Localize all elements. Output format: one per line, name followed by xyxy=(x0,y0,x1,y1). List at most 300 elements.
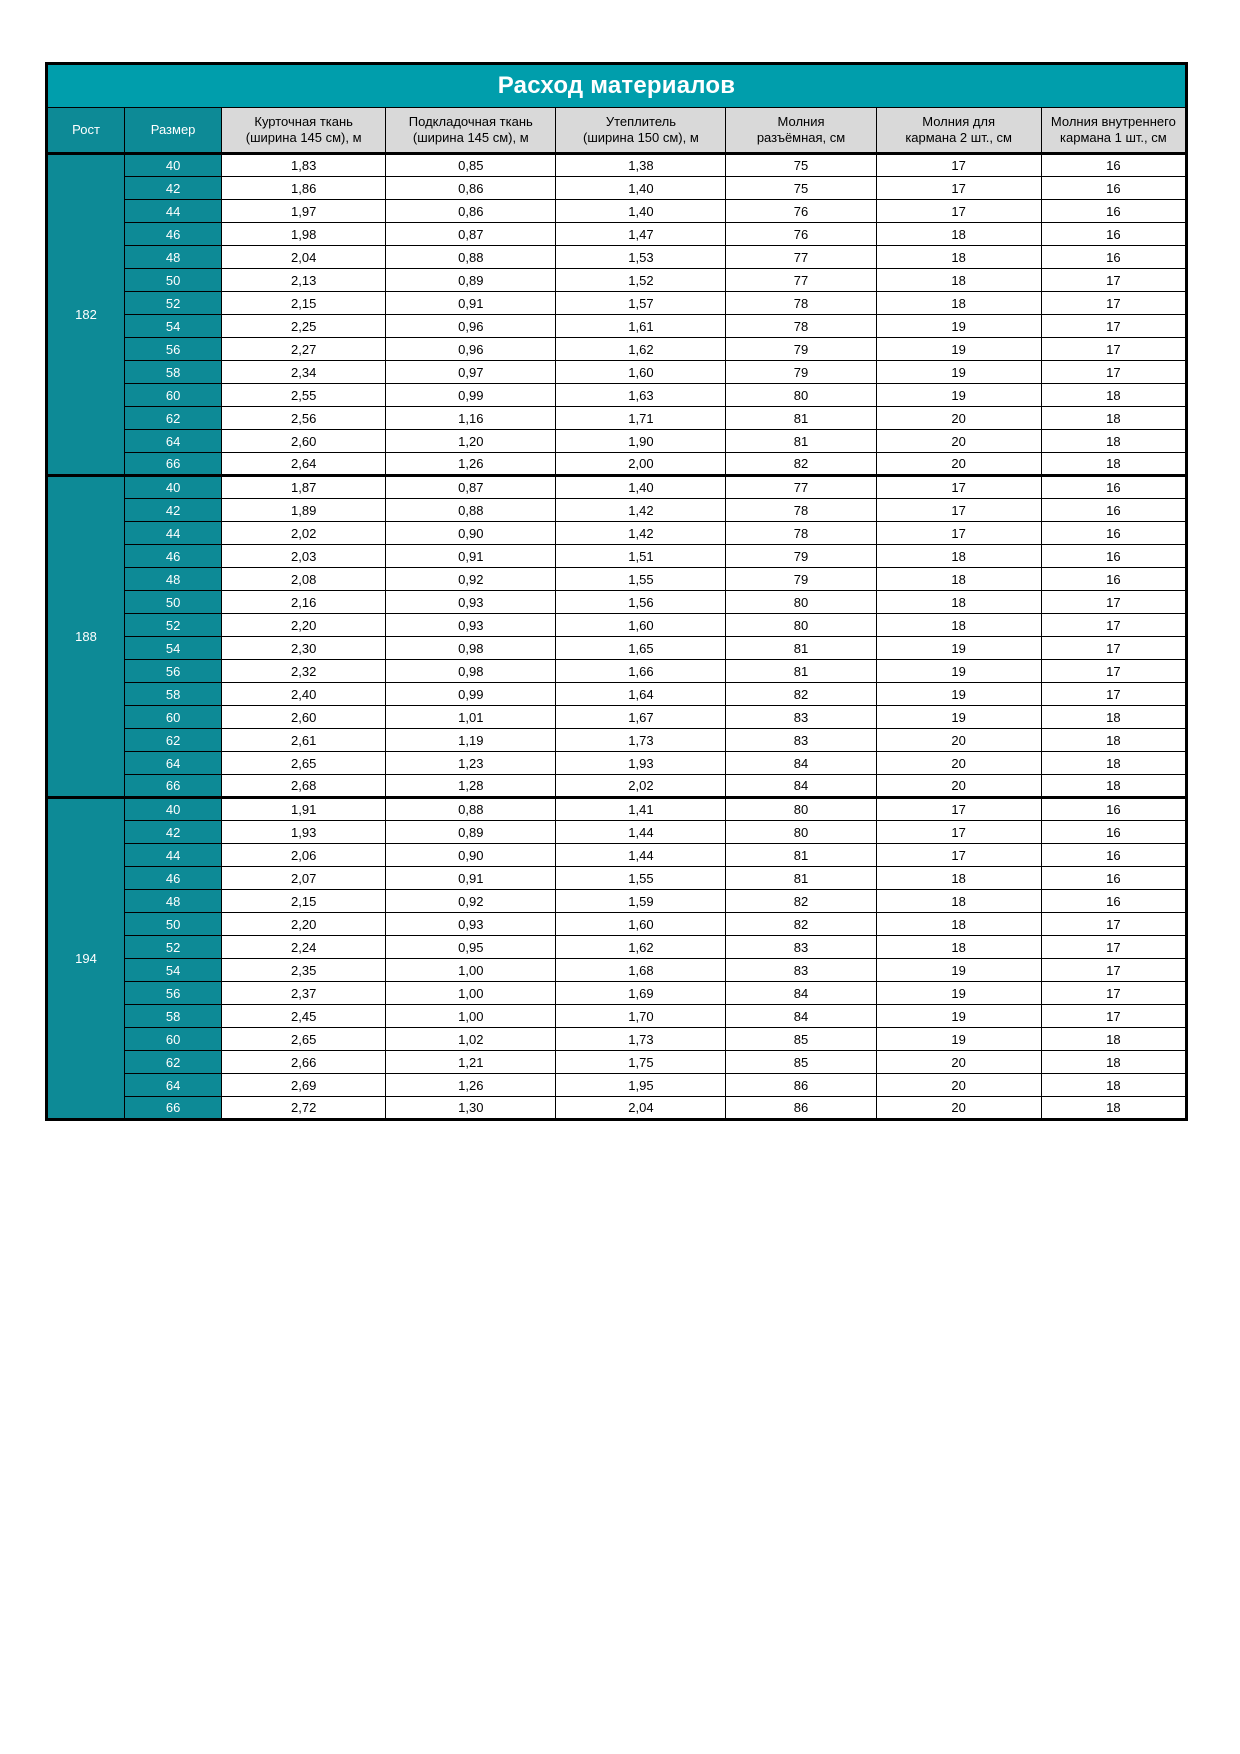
value-cell-molniya-razemnaya: 79 xyxy=(726,545,876,568)
value-cell-molniya-vnutrennego-karmana: 16 xyxy=(1041,867,1186,890)
value-cell-molniya-razemnaya: 83 xyxy=(726,706,876,729)
value-cell-molniya-karmana-2sht: 17 xyxy=(876,200,1041,223)
value-cell-molniya-razemnaya: 85 xyxy=(726,1028,876,1051)
value-cell-molniya-vnutrennego-karmana: 17 xyxy=(1041,614,1186,637)
table-row-194-50 xyxy=(47,913,1187,936)
value-cell-molniya-razemnaya: 81 xyxy=(726,637,876,660)
value-cell-molniya-razemnaya: 81 xyxy=(726,430,876,453)
value-cell-molniya-vnutrennego-karmana: 18 xyxy=(1041,706,1186,729)
size-cell-188-52: 52 xyxy=(125,614,222,637)
value-cell-podkladochnaya: 0,89 xyxy=(386,821,556,844)
column-header-molniya-vnutrennego-karmana: Молния внутреннего кармана 1 шт., см xyxy=(1041,108,1186,154)
table-row-188-58 xyxy=(47,683,1187,706)
value-cell-molniya-razemnaya: 79 xyxy=(726,568,876,591)
value-cell-kurtochnaya: 2,68 xyxy=(222,775,386,798)
value-cell-podkladochnaya: 0,96 xyxy=(386,338,556,361)
value-cell-molniya-razemnaya: 80 xyxy=(726,591,876,614)
table-row-194-52 xyxy=(47,936,1187,959)
value-cell-molniya-vnutrennego-karmana: 18 xyxy=(1041,1051,1186,1074)
value-cell-podkladochnaya: 0,85 xyxy=(386,154,556,177)
height-group-label-188: 188 xyxy=(47,476,125,798)
value-cell-molniya-vnutrennego-karmana: 16 xyxy=(1041,223,1186,246)
size-cell-182-40: 40 xyxy=(125,154,222,177)
size-cell-188-64: 64 xyxy=(125,752,222,775)
value-cell-molniya-karmana-2sht: 18 xyxy=(876,913,1041,936)
value-cell-molniya-vnutrennego-karmana: 17 xyxy=(1041,338,1186,361)
value-cell-uteplitel: 1,73 xyxy=(556,729,726,752)
value-cell-molniya-razemnaya: 82 xyxy=(726,683,876,706)
value-cell-kurtochnaya: 2,65 xyxy=(222,1028,386,1051)
table-row-182-62 xyxy=(47,407,1187,430)
value-cell-podkladochnaya: 1,23 xyxy=(386,752,556,775)
value-cell-molniya-vnutrennego-karmana: 17 xyxy=(1041,637,1186,660)
table-row-188-48 xyxy=(47,568,1187,591)
value-cell-kurtochnaya: 2,35 xyxy=(222,959,386,982)
value-cell-podkladochnaya: 0,91 xyxy=(386,545,556,568)
size-cell-188-56: 56 xyxy=(125,660,222,683)
value-cell-podkladochnaya: 1,20 xyxy=(386,430,556,453)
value-cell-molniya-razemnaya: 85 xyxy=(726,1051,876,1074)
value-cell-kurtochnaya: 2,03 xyxy=(222,545,386,568)
size-cell-188-62: 62 xyxy=(125,729,222,752)
value-cell-molniya-karmana-2sht: 18 xyxy=(876,292,1041,315)
value-cell-uteplitel: 1,40 xyxy=(556,476,726,499)
value-cell-uteplitel: 1,93 xyxy=(556,752,726,775)
value-cell-molniya-vnutrennego-karmana: 18 xyxy=(1041,1074,1186,1097)
value-cell-kurtochnaya: 2,34 xyxy=(222,361,386,384)
value-cell-uteplitel: 1,55 xyxy=(556,568,726,591)
size-cell-194-64: 64 xyxy=(125,1074,222,1097)
value-cell-molniya-razemnaya: 86 xyxy=(726,1074,876,1097)
value-cell-molniya-vnutrennego-karmana: 16 xyxy=(1041,200,1186,223)
size-cell-182-62: 62 xyxy=(125,407,222,430)
table-row-182-60 xyxy=(47,384,1187,407)
value-cell-podkladochnaya: 1,01 xyxy=(386,706,556,729)
value-cell-molniya-karmana-2sht: 19 xyxy=(876,959,1041,982)
value-cell-molniya-karmana-2sht: 17 xyxy=(876,821,1041,844)
value-cell-kurtochnaya: 2,02 xyxy=(222,522,386,545)
value-cell-molniya-razemnaya: 81 xyxy=(726,660,876,683)
value-cell-podkladochnaya: 0,86 xyxy=(386,177,556,200)
value-cell-podkladochnaya: 0,96 xyxy=(386,315,556,338)
value-cell-podkladochnaya: 1,26 xyxy=(386,1074,556,1097)
column-header-podkladochnaya: Подкладочная ткань (ширина 145 см), м xyxy=(386,108,556,154)
value-cell-podkladochnaya: 1,00 xyxy=(386,1005,556,1028)
value-cell-kurtochnaya: 2,69 xyxy=(222,1074,386,1097)
value-cell-molniya-razemnaya: 82 xyxy=(726,453,876,476)
value-cell-molniya-karmana-2sht: 19 xyxy=(876,660,1041,683)
value-cell-kurtochnaya: 2,72 xyxy=(222,1097,386,1120)
value-cell-molniya-karmana-2sht: 19 xyxy=(876,683,1041,706)
value-cell-molniya-razemnaya: 78 xyxy=(726,522,876,545)
value-cell-kurtochnaya: 2,15 xyxy=(222,292,386,315)
materials-consumption-table xyxy=(45,62,1188,1121)
value-cell-molniya-vnutrennego-karmana: 18 xyxy=(1041,407,1186,430)
table-row-188-54 xyxy=(47,637,1187,660)
size-cell-194-62: 62 xyxy=(125,1051,222,1074)
size-cell-194-50: 50 xyxy=(125,913,222,936)
size-cell-194-56: 56 xyxy=(125,982,222,1005)
value-cell-molniya-karmana-2sht: 18 xyxy=(876,269,1041,292)
value-cell-kurtochnaya: 2,37 xyxy=(222,982,386,1005)
value-cell-molniya-karmana-2sht: 17 xyxy=(876,476,1041,499)
value-cell-molniya-razemnaya: 76 xyxy=(726,200,876,223)
value-cell-uteplitel: 1,44 xyxy=(556,844,726,867)
value-cell-uteplitel: 1,71 xyxy=(556,407,726,430)
value-cell-podkladochnaya: 0,93 xyxy=(386,614,556,637)
value-cell-podkladochnaya: 0,87 xyxy=(386,476,556,499)
table-row-182-54 xyxy=(47,315,1187,338)
value-cell-uteplitel: 1,68 xyxy=(556,959,726,982)
column-header-molniya-razemnaya: Молния разъёмная, см xyxy=(726,108,876,154)
size-cell-188-46: 46 xyxy=(125,545,222,568)
value-cell-molniya-razemnaya: 78 xyxy=(726,499,876,522)
value-cell-molniya-razemnaya: 78 xyxy=(726,315,876,338)
value-cell-kurtochnaya: 2,30 xyxy=(222,637,386,660)
value-cell-kurtochnaya: 1,87 xyxy=(222,476,386,499)
value-cell-molniya-vnutrennego-karmana: 16 xyxy=(1041,545,1186,568)
value-cell-molniya-karmana-2sht: 20 xyxy=(876,1097,1041,1120)
value-cell-uteplitel: 1,60 xyxy=(556,614,726,637)
value-cell-molniya-vnutrennego-karmana: 18 xyxy=(1041,729,1186,752)
value-cell-podkladochnaya: 0,89 xyxy=(386,269,556,292)
value-cell-podkladochnaya: 1,26 xyxy=(386,453,556,476)
value-cell-podkladochnaya: 0,88 xyxy=(386,246,556,269)
column-header-uteplitel: Утеплитель (ширина 150 см), м xyxy=(556,108,726,154)
value-cell-podkladochnaya: 0,86 xyxy=(386,200,556,223)
column-header-razmer: Размер xyxy=(125,108,222,154)
table-row-188-46 xyxy=(47,545,1187,568)
value-cell-molniya-karmana-2sht: 17 xyxy=(876,844,1041,867)
value-cell-uteplitel: 1,62 xyxy=(556,936,726,959)
value-cell-podkladochnaya: 0,93 xyxy=(386,591,556,614)
height-group-label-182: 182 xyxy=(47,154,125,476)
value-cell-molniya-razemnaya: 79 xyxy=(726,361,876,384)
value-cell-uteplitel: 1,42 xyxy=(556,522,726,545)
value-cell-kurtochnaya: 2,13 xyxy=(222,269,386,292)
value-cell-molniya-vnutrennego-karmana: 16 xyxy=(1041,890,1186,913)
value-cell-molniya-karmana-2sht: 18 xyxy=(876,614,1041,637)
value-cell-molniya-karmana-2sht: 17 xyxy=(876,154,1041,177)
value-cell-molniya-vnutrennego-karmana: 17 xyxy=(1041,936,1186,959)
value-cell-molniya-razemnaya: 80 xyxy=(726,798,876,821)
value-cell-kurtochnaya: 1,86 xyxy=(222,177,386,200)
value-cell-kurtochnaya: 2,25 xyxy=(222,315,386,338)
size-cell-188-44: 44 xyxy=(125,522,222,545)
value-cell-molniya-razemnaya: 83 xyxy=(726,936,876,959)
table-row-194-64 xyxy=(47,1074,1187,1097)
value-cell-molniya-razemnaya: 84 xyxy=(726,1005,876,1028)
value-cell-podkladochnaya: 1,21 xyxy=(386,1051,556,1074)
value-cell-molniya-vnutrennego-karmana: 18 xyxy=(1041,1028,1186,1051)
value-cell-molniya-vnutrennego-karmana: 16 xyxy=(1041,499,1186,522)
value-cell-molniya-karmana-2sht: 19 xyxy=(876,361,1041,384)
size-cell-194-40: 40 xyxy=(125,798,222,821)
table-row-194-48 xyxy=(47,890,1187,913)
value-cell-molniya-vnutrennego-karmana: 17 xyxy=(1041,315,1186,338)
value-cell-molniya-vnutrennego-karmana: 17 xyxy=(1041,660,1186,683)
value-cell-molniya-karmana-2sht: 20 xyxy=(876,1074,1041,1097)
size-cell-182-54: 54 xyxy=(125,315,222,338)
value-cell-molniya-karmana-2sht: 19 xyxy=(876,706,1041,729)
value-cell-kurtochnaya: 2,64 xyxy=(222,453,386,476)
table-row-188-50 xyxy=(47,591,1187,614)
value-cell-podkladochnaya: 0,90 xyxy=(386,522,556,545)
table-row-182-58 xyxy=(47,361,1187,384)
value-cell-uteplitel: 1,51 xyxy=(556,545,726,568)
value-cell-molniya-razemnaya: 84 xyxy=(726,775,876,798)
value-cell-molniya-karmana-2sht: 17 xyxy=(876,499,1041,522)
value-cell-kurtochnaya: 2,66 xyxy=(222,1051,386,1074)
size-cell-182-50: 50 xyxy=(125,269,222,292)
value-cell-podkladochnaya: 1,28 xyxy=(386,775,556,798)
value-cell-molniya-razemnaya: 84 xyxy=(726,982,876,1005)
value-cell-uteplitel: 1,55 xyxy=(556,867,726,890)
value-cell-molniya-razemnaya: 77 xyxy=(726,246,876,269)
value-cell-podkladochnaya: 0,91 xyxy=(386,292,556,315)
size-cell-182-44: 44 xyxy=(125,200,222,223)
value-cell-kurtochnaya: 1,83 xyxy=(222,154,386,177)
value-cell-molniya-razemnaya: 80 xyxy=(726,614,876,637)
value-cell-podkladochnaya: 0,90 xyxy=(386,844,556,867)
value-cell-molniya-razemnaya: 83 xyxy=(726,729,876,752)
table-row-182-48 xyxy=(47,246,1187,269)
size-cell-188-50: 50 xyxy=(125,591,222,614)
value-cell-podkladochnaya: 0,99 xyxy=(386,683,556,706)
value-cell-molniya-vnutrennego-karmana: 17 xyxy=(1041,683,1186,706)
value-cell-uteplitel: 1,75 xyxy=(556,1051,726,1074)
value-cell-molniya-vnutrennego-karmana: 18 xyxy=(1041,384,1186,407)
value-cell-molniya-razemnaya: 77 xyxy=(726,269,876,292)
title-row xyxy=(47,64,1187,108)
value-cell-podkladochnaya: 0,87 xyxy=(386,223,556,246)
value-cell-podkladochnaya: 1,19 xyxy=(386,729,556,752)
value-cell-molniya-razemnaya: 80 xyxy=(726,384,876,407)
value-cell-uteplitel: 1,65 xyxy=(556,637,726,660)
value-cell-molniya-vnutrennego-karmana: 16 xyxy=(1041,522,1186,545)
value-cell-molniya-karmana-2sht: 17 xyxy=(876,522,1041,545)
table-row-182-46 xyxy=(47,223,1187,246)
value-cell-molniya-vnutrennego-karmana: 18 xyxy=(1041,430,1186,453)
table-row-182-66 xyxy=(47,453,1187,476)
value-cell-molniya-karmana-2sht: 20 xyxy=(876,729,1041,752)
value-cell-uteplitel: 2,00 xyxy=(556,453,726,476)
value-cell-uteplitel: 1,62 xyxy=(556,338,726,361)
value-cell-molniya-vnutrennego-karmana: 17 xyxy=(1041,292,1186,315)
size-cell-182-52: 52 xyxy=(125,292,222,315)
column-header-rost: Рост xyxy=(47,108,125,154)
value-cell-kurtochnaya: 1,93 xyxy=(222,821,386,844)
value-cell-kurtochnaya: 2,45 xyxy=(222,1005,386,1028)
value-cell-podkladochnaya: 0,98 xyxy=(386,660,556,683)
value-cell-molniya-karmana-2sht: 19 xyxy=(876,338,1041,361)
value-cell-molniya-vnutrennego-karmana: 16 xyxy=(1041,821,1186,844)
value-cell-molniya-vnutrennego-karmana: 17 xyxy=(1041,269,1186,292)
value-cell-podkladochnaya: 0,99 xyxy=(386,384,556,407)
value-cell-podkladochnaya: 0,93 xyxy=(386,913,556,936)
value-cell-uteplitel: 1,70 xyxy=(556,1005,726,1028)
header-row xyxy=(47,108,1187,154)
table-row-182-56 xyxy=(47,338,1187,361)
value-cell-molniya-karmana-2sht: 20 xyxy=(876,407,1041,430)
value-cell-molniya-vnutrennego-karmana: 16 xyxy=(1041,568,1186,591)
value-cell-molniya-razemnaya: 75 xyxy=(726,177,876,200)
table-row-194-46 xyxy=(47,867,1187,890)
value-cell-molniya-vnutrennego-karmana: 17 xyxy=(1041,982,1186,1005)
table-row-182-42 xyxy=(47,177,1187,200)
value-cell-uteplitel: 1,63 xyxy=(556,384,726,407)
value-cell-uteplitel: 1,59 xyxy=(556,890,726,913)
value-cell-kurtochnaya: 2,24 xyxy=(222,936,386,959)
value-cell-molniya-razemnaya: 82 xyxy=(726,890,876,913)
value-cell-molniya-vnutrennego-karmana: 17 xyxy=(1041,361,1186,384)
size-cell-188-48: 48 xyxy=(125,568,222,591)
value-cell-kurtochnaya: 2,08 xyxy=(222,568,386,591)
size-cell-188-66: 66 xyxy=(125,775,222,798)
value-cell-kurtochnaya: 2,04 xyxy=(222,246,386,269)
value-cell-kurtochnaya: 2,20 xyxy=(222,913,386,936)
value-cell-molniya-karmana-2sht: 19 xyxy=(876,1005,1041,1028)
table-row-194-44 xyxy=(47,844,1187,867)
table-row-194-58 xyxy=(47,1005,1187,1028)
value-cell-molniya-razemnaya: 81 xyxy=(726,867,876,890)
size-cell-194-52: 52 xyxy=(125,936,222,959)
value-cell-molniya-vnutrennego-karmana: 17 xyxy=(1041,913,1186,936)
value-cell-kurtochnaya: 1,97 xyxy=(222,200,386,223)
value-cell-molniya-vnutrennego-karmana: 16 xyxy=(1041,177,1186,200)
value-cell-molniya-razemnaya: 83 xyxy=(726,959,876,982)
value-cell-podkladochnaya: 1,00 xyxy=(386,982,556,1005)
value-cell-uteplitel: 1,57 xyxy=(556,292,726,315)
value-cell-uteplitel: 1,41 xyxy=(556,798,726,821)
value-cell-molniya-karmana-2sht: 19 xyxy=(876,637,1041,660)
table-row-194-60 xyxy=(47,1028,1187,1051)
value-cell-molniya-karmana-2sht: 19 xyxy=(876,384,1041,407)
value-cell-molniya-razemnaya: 75 xyxy=(726,154,876,177)
value-cell-kurtochnaya: 2,27 xyxy=(222,338,386,361)
value-cell-molniya-vnutrennego-karmana: 18 xyxy=(1041,775,1186,798)
table-row-182-64 xyxy=(47,430,1187,453)
height-group-label-194: 194 xyxy=(47,798,125,1120)
value-cell-kurtochnaya: 2,06 xyxy=(222,844,386,867)
value-cell-molniya-razemnaya: 76 xyxy=(726,223,876,246)
value-cell-uteplitel: 1,60 xyxy=(556,913,726,936)
value-cell-molniya-razemnaya: 81 xyxy=(726,407,876,430)
column-header-molniya-karmana-2sht: Молния для кармана 2 шт., см xyxy=(876,108,1041,154)
value-cell-kurtochnaya: 1,98 xyxy=(222,223,386,246)
value-cell-molniya-karmana-2sht: 18 xyxy=(876,591,1041,614)
size-cell-188-42: 42 xyxy=(125,499,222,522)
table-row-194-42 xyxy=(47,821,1187,844)
value-cell-kurtochnaya: 2,32 xyxy=(222,660,386,683)
value-cell-podkladochnaya: 1,02 xyxy=(386,1028,556,1051)
value-cell-podkladochnaya: 0,92 xyxy=(386,568,556,591)
value-cell-molniya-razemnaya: 86 xyxy=(726,1097,876,1120)
size-cell-188-54: 54 xyxy=(125,637,222,660)
value-cell-molniya-karmana-2sht: 20 xyxy=(876,430,1041,453)
value-cell-podkladochnaya: 0,95 xyxy=(386,936,556,959)
value-cell-molniya-karmana-2sht: 20 xyxy=(876,752,1041,775)
value-cell-kurtochnaya: 2,16 xyxy=(222,591,386,614)
size-cell-182-56: 56 xyxy=(125,338,222,361)
value-cell-podkladochnaya: 1,30 xyxy=(386,1097,556,1120)
value-cell-molniya-karmana-2sht: 20 xyxy=(876,1051,1041,1074)
table-row-194-54 xyxy=(47,959,1187,982)
value-cell-molniya-karmana-2sht: 18 xyxy=(876,568,1041,591)
size-cell-194-60: 60 xyxy=(125,1028,222,1051)
value-cell-molniya-razemnaya: 81 xyxy=(726,844,876,867)
value-cell-uteplitel: 1,56 xyxy=(556,591,726,614)
size-cell-194-48: 48 xyxy=(125,890,222,913)
size-cell-182-60: 60 xyxy=(125,384,222,407)
column-header-kurtochnaya: Курточная ткань (ширина 145 см), м xyxy=(222,108,386,154)
value-cell-molniya-karmana-2sht: 20 xyxy=(876,453,1041,476)
table-row-182-52 xyxy=(47,292,1187,315)
value-cell-uteplitel: 1,67 xyxy=(556,706,726,729)
value-cell-uteplitel: 1,42 xyxy=(556,499,726,522)
value-cell-uteplitel: 1,40 xyxy=(556,177,726,200)
value-cell-uteplitel: 1,44 xyxy=(556,821,726,844)
value-cell-kurtochnaya: 2,56 xyxy=(222,407,386,430)
size-cell-182-64: 64 xyxy=(125,430,222,453)
size-cell-188-58: 58 xyxy=(125,683,222,706)
value-cell-uteplitel: 1,64 xyxy=(556,683,726,706)
value-cell-molniya-razemnaya: 84 xyxy=(726,752,876,775)
value-cell-molniya-karmana-2sht: 18 xyxy=(876,890,1041,913)
size-cell-194-54: 54 xyxy=(125,959,222,982)
table-row-188-44 xyxy=(47,522,1187,545)
size-cell-182-48: 48 xyxy=(125,246,222,269)
value-cell-kurtochnaya: 2,15 xyxy=(222,890,386,913)
value-cell-kurtochnaya: 2,40 xyxy=(222,683,386,706)
value-cell-molniya-vnutrennego-karmana: 16 xyxy=(1041,798,1186,821)
value-cell-molniya-razemnaya: 79 xyxy=(726,338,876,361)
value-cell-kurtochnaya: 2,61 xyxy=(222,729,386,752)
table-row-188-56 xyxy=(47,660,1187,683)
value-cell-molniya-vnutrennego-karmana: 17 xyxy=(1041,1005,1186,1028)
value-cell-uteplitel: 1,95 xyxy=(556,1074,726,1097)
value-cell-molniya-razemnaya: 77 xyxy=(726,476,876,499)
value-cell-molniya-karmana-2sht: 18 xyxy=(876,246,1041,269)
value-cell-molniya-karmana-2sht: 19 xyxy=(876,982,1041,1005)
value-cell-uteplitel: 1,66 xyxy=(556,660,726,683)
value-cell-uteplitel: 1,73 xyxy=(556,1028,726,1051)
table-row-194-40 xyxy=(47,798,1187,821)
size-cell-182-66: 66 xyxy=(125,453,222,476)
value-cell-molniya-vnutrennego-karmana: 17 xyxy=(1041,959,1186,982)
value-cell-kurtochnaya: 2,60 xyxy=(222,706,386,729)
value-cell-uteplitel: 2,02 xyxy=(556,775,726,798)
value-cell-molniya-vnutrennego-karmana: 16 xyxy=(1041,154,1186,177)
value-cell-molniya-karmana-2sht: 19 xyxy=(876,315,1041,338)
table-row-182-40 xyxy=(47,154,1187,177)
value-cell-uteplitel: 1,90 xyxy=(556,430,726,453)
table-row-188-52 xyxy=(47,614,1187,637)
value-cell-molniya-karmana-2sht: 20 xyxy=(876,775,1041,798)
value-cell-molniya-razemnaya: 78 xyxy=(726,292,876,315)
value-cell-uteplitel: 1,52 xyxy=(556,269,726,292)
value-cell-kurtochnaya: 2,07 xyxy=(222,867,386,890)
table-title: Расход материалов xyxy=(47,64,1187,108)
value-cell-molniya-karmana-2sht: 17 xyxy=(876,798,1041,821)
value-cell-podkladochnaya: 0,88 xyxy=(386,798,556,821)
table-row-188-42 xyxy=(47,499,1187,522)
size-cell-194-66: 66 xyxy=(125,1097,222,1120)
value-cell-uteplitel: 2,04 xyxy=(556,1097,726,1120)
value-cell-molniya-vnutrennego-karmana: 17 xyxy=(1041,591,1186,614)
value-cell-uteplitel: 1,60 xyxy=(556,361,726,384)
table-row-182-44 xyxy=(47,200,1187,223)
